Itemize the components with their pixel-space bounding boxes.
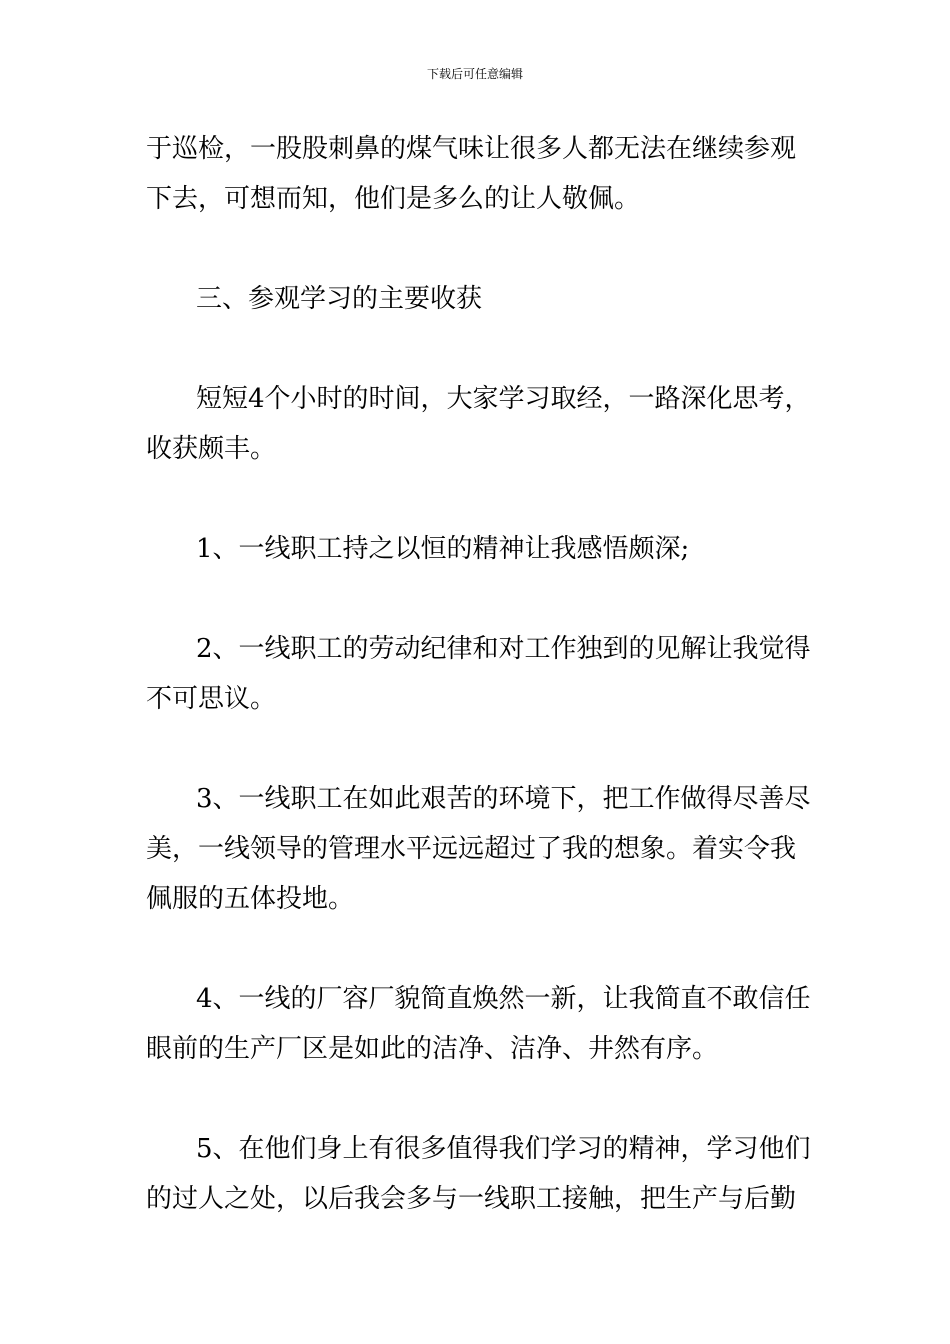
text-line: 短短4个小时的时间，大家学习取经，一路深化思考， <box>196 384 811 414</box>
text-line: 佩服的五体投地。 <box>146 884 355 914</box>
text-line: 下去，可想而知，他们是多么的让人敬佩。 <box>146 184 641 214</box>
text-line: 不可思议。 <box>146 684 277 714</box>
page-header: 下载后可任意编辑 <box>426 67 523 81</box>
text-line: 眼前的生产厂区是如此的洁净、洁净、井然有序。 <box>146 1034 719 1064</box>
list-item: 5、在他们身上有很多值得我们学习的精神，学习他们 <box>196 1134 811 1164</box>
text-line: 收获颇丰。 <box>146 434 277 464</box>
section-heading: 三、参观学习的主要收获 <box>196 284 483 314</box>
list-item: 2、一线职工的劳动纪律和对工作独到的见解让我觉得 <box>196 634 811 664</box>
text-line: 美，一线领导的管理水平远远超过了我的想象。着实令我 <box>146 834 797 864</box>
list-item: 3、一线职工在如此艰苦的环境下，把工作做得尽善尽 <box>196 784 811 814</box>
text-line: 的过人之处，以后我会多与一线职工接触，把生产与后勤 <box>146 1184 797 1214</box>
list-item: 1、一线职工持之以恒的精神让我感悟颇深; <box>196 534 690 564</box>
list-item: 4、一线的厂容厂貌简直焕然一新，让我简直不敢信任 <box>196 984 811 1014</box>
text-line: 于巡检，一股股刺鼻的煤气味让很多人都无法在继续参观 <box>146 134 797 164</box>
